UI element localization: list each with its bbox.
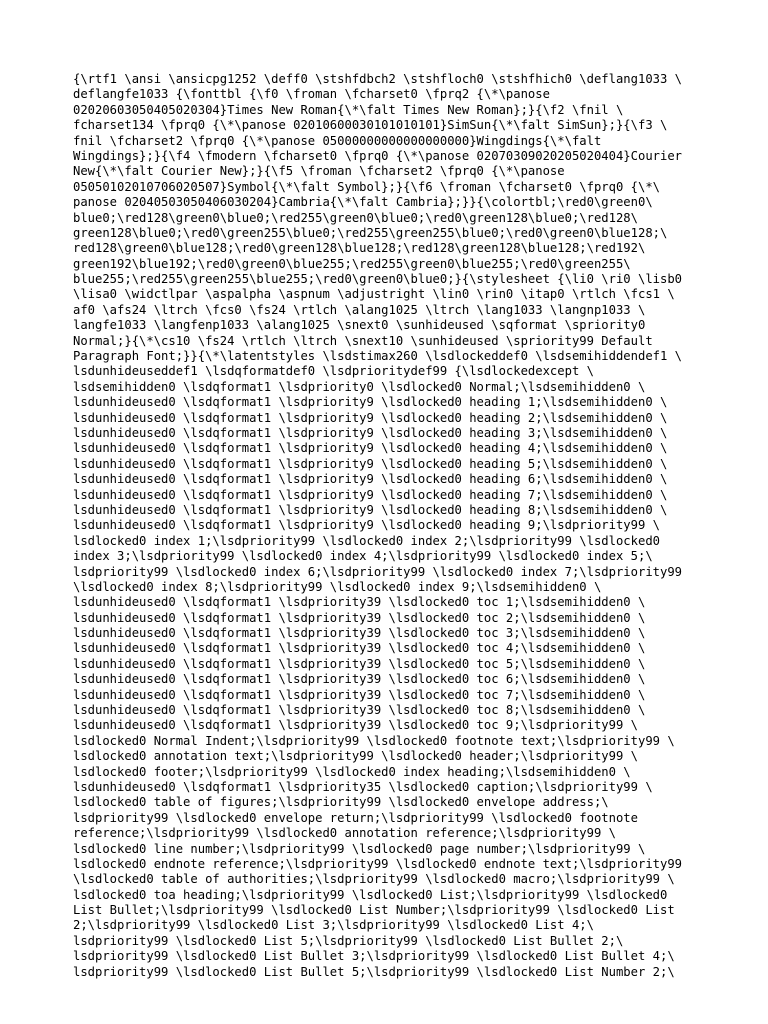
text-line: lsdunhideused0 \lsdqformat1 \lsdpriority9 \lsdlocked0 heading 7;\lsdsemihidden0 \ bbox=[73, 487, 668, 502]
text-line: green192\blue192;\red0\green0\blue255;\red255\green0\blue255;\red0\green255\ bbox=[73, 256, 631, 271]
text-line: lsdunhideused0 \lsdqformat1 \lsdpriority39 \lsdlocked0 toc 2;\lsdsemihidden0 \ bbox=[73, 610, 646, 625]
text-line: {\rtf1 \ansi \ansicpg1252 \deff0 \stshfdbch2 \stshfloch0 \stshfhich0 \deflang1033 \ bbox=[73, 72, 683, 86]
text-line: langfe1033 \langfenp1033 \alang1025 \snext0 \sunhideused \sqformat \spriority0 bbox=[73, 318, 646, 333]
rtf-source-text bbox=[73, 72, 713, 980]
text-line: lsdunhideused0 \lsdqformat1 \lsdpriority9 \lsdlocked0 heading 9;\lsdpriority99 \ bbox=[73, 518, 660, 533]
text-line: red128\green0\blue128;\red0\green128\blue128;\red128\green128\blue128;\red192\ bbox=[73, 241, 646, 256]
text-line: lsdunhideused0 \lsdqformat1 \lsdpriority39 \lsdlocked0 toc 4;\lsdsemihidden0 \ bbox=[73, 641, 646, 656]
text-line: lsdlocked0 toa heading;\lsdpriority99 \lsdlocked0 List;\lsdpriority99 \lsdlocked0 bbox=[73, 887, 668, 902]
text-line: lsdunhideused0 \lsdqformat1 \lsdpriority9 \lsdlocked0 heading 6;\lsdsemihidden0 \ bbox=[73, 472, 668, 487]
text-line: reference;\lsdpriority99 \lsdlocked0 annotation reference;\lsdpriority99 \ bbox=[73, 826, 616, 841]
text-line: blue0;\red128\green0\blue0;\red255\green0\blue0;\red0\green128\blue0;\red128\ bbox=[73, 210, 638, 225]
text-line: lsdunhideused0 \lsdqformat1 \lsdpriority39 \lsdlocked0 toc 9;\lsdpriority99 \ bbox=[73, 718, 638, 733]
text-line: 02020603050405020304}Times New Roman{\*\falt Times New Roman};}{\f2 \fnil \ bbox=[73, 102, 624, 117]
text-line: New{\*\falt Courier New};}{\f5 \froman \fcharset2 \fprq0 {\*\panose bbox=[73, 164, 565, 179]
text-line: panose 02040503050406030204}Cambria{\*\falt Cambria};}}{\colortbl;\red0\green0\ bbox=[73, 195, 653, 210]
text-line: 05050102010706020507}Symbol{\*\falt Symbol};}{\f6 \froman \fcharset0 \fprq0 {\*\ bbox=[73, 179, 660, 194]
text-line: List Bullet;\lsdpriority99 \lsdlocked0 List Number;\lsdpriority99 \lsdlocked0 List bbox=[73, 903, 675, 918]
text-line: lsdunhideused0 \lsdqformat1 \lsdpriority39 \lsdlocked0 toc 7;\lsdsemihidden0 \ bbox=[73, 687, 646, 702]
text-line: index 3;\lsdpriority99 \lsdlocked0 index 4;\lsdpriority99 \lsdlocked0 index 5;\ bbox=[73, 549, 653, 564]
text-line: green128\blue0;\red0\green255\blue0;\red255\green255\blue0;\red0\green0\blue128;\ bbox=[73, 225, 668, 240]
text-line: lsdunhideused0 \lsdqformat1 \lsdpriority9 \lsdlocked0 heading 3;\lsdsemihidden0 \ bbox=[73, 425, 668, 440]
text-line: lsdlocked0 endnote reference;\lsdpriority99 \lsdlocked0 endnote text;\lsdpriority99 bbox=[73, 856, 683, 871]
text-line: fnil \fcharset2 \fprq0 {\*\panose 05000000000000000000}Wingdings{\*\falt bbox=[73, 133, 602, 148]
text-line: Paragraph Font;}}{\*\latentstyles \lsdstimax260 \lsdlockeddef0 \lsdsemihiddendef1 \ bbox=[73, 349, 683, 364]
text-line: lsdpriority99 \lsdlocked0 List Bullet 3;\lsdpriority99 \lsdlocked0 List Bullet 4;\ bbox=[73, 949, 675, 964]
text-line: blue255;\red255\green255\blue255;\red0\green0\blue0;}{\stylesheet {\li0 \ri0 \lisb0 bbox=[73, 272, 683, 287]
text-line: lsdunhideused0 \lsdqformat1 \lsdpriority9 \lsdlocked0 heading 5;\lsdsemihidden0 \ bbox=[73, 456, 668, 471]
text-line: lsdlocked0 line number;\lsdpriority99 \lsdlocked0 page number;\lsdpriority99 \ bbox=[73, 841, 646, 856]
text-line: lsdunhideused0 \lsdqformat1 \lsdpriority39 \lsdlocked0 toc 8;\lsdsemihidden0 \ bbox=[73, 703, 646, 718]
text-line: deflangfe1033 {\fonttbl {\f0 \froman \fcharset0 \fprq2 {\*\panose bbox=[73, 87, 550, 102]
text-line: lsdlocked0 annotation text;\lsdpriority99 \lsdlocked0 header;\lsdpriority99 \ bbox=[73, 749, 638, 764]
text-line: \lsdlocked0 table of authorities;\lsdpriority99 \lsdlocked0 macro;\lsdpriority99 \ bbox=[73, 872, 675, 887]
text-line: lsdunhideused0 \lsdqformat1 \lsdpriority9 \lsdlocked0 heading 4;\lsdsemihidden0 \ bbox=[73, 441, 668, 456]
text-line: fcharset134 \fprq0 {\*\panose 02010600030101010101}SimSun{\*\falt SimSun};}{\f3 \ bbox=[73, 118, 668, 133]
text-line: lsdsemihidden0 \lsdqformat1 \lsdpriority0 \lsdlocked0 Normal;\lsdsemihidden0 \ bbox=[73, 379, 646, 394]
text-line: lsdpriority99 \lsdlocked0 index 6;\lsdpriority99 \lsdlocked0 index 7;\lsdpriority99 bbox=[73, 564, 683, 579]
text-line: lsdunhideused0 \lsdqformat1 \lsdpriority39 \lsdlocked0 toc 1;\lsdsemihidden0 \ bbox=[73, 595, 646, 610]
text-line: lsdpriority99 \lsdlocked0 List 5;\lsdpriority99 \lsdlocked0 List Bullet 2;\ bbox=[73, 933, 624, 948]
text-line: lsdunhideused0 \lsdqformat1 \lsdpriority39 \lsdlocked0 toc 3;\lsdsemihidden0 \ bbox=[73, 626, 646, 641]
text-line: lsdpriority99 \lsdlocked0 List Bullet 5;\lsdpriority99 \lsdlocked0 List Number 2;\ bbox=[73, 964, 675, 979]
text-line: Normal;}{\*\cs10 \fs24 \rtlch \ltrch \snext10 \sunhideused \spriority99 Default bbox=[73, 333, 653, 348]
text-line: lsdunhideuseddef1 \lsdqformatdef0 \lsdprioritydef99 {\lsdlockedexcept \ bbox=[73, 364, 594, 379]
text-line: lsdunhideused0 \lsdqformat1 \lsdpriority39 \lsdlocked0 toc 5;\lsdsemihidden0 \ bbox=[73, 656, 646, 671]
text-line: lsdunhideused0 \lsdqformat1 \lsdpriority39 \lsdlocked0 toc 6;\lsdsemihidden0 \ bbox=[73, 672, 646, 687]
text-line: lsdlocked0 table of figures;\lsdpriority99 \lsdlocked0 envelope address;\ bbox=[73, 795, 609, 810]
text-line: lsdunhideused0 \lsdqformat1 \lsdpriority35 \lsdlocked0 caption;\lsdpriority99 \ bbox=[73, 779, 653, 794]
text-line: lsdunhideused0 \lsdqformat1 \lsdpriority9 \lsdlocked0 heading 2;\lsdsemihidden0 \ bbox=[73, 410, 668, 425]
text-line: \lisa0 \widctlpar \aspalpha \aspnum \adjustright \lin0 \rin0 \itap0 \rtlch \fcs1 \ bbox=[73, 287, 675, 302]
text-line: lsdunhideused0 \lsdqformat1 \lsdpriority9 \lsdlocked0 heading 8;\lsdsemihidden0 \ bbox=[73, 502, 668, 517]
text-line: lsdunhideused0 \lsdqformat1 \lsdpriority9 \lsdlocked0 heading 1;\lsdsemihidden0 \ bbox=[73, 395, 668, 410]
text-line: af0 \afs24 \ltrch \fcs0 \fs24 \rtlch \alang1025 \ltrch \lang1033 \langnp1033 \ bbox=[73, 302, 646, 317]
text-line: \lsdlocked0 index 8;\lsdpriority99 \lsdlocked0 index 9;\lsdsemihidden0 \ bbox=[73, 579, 602, 594]
text-line: lsdlocked0 footer;\lsdpriority99 \lsdlocked0 index heading;\lsdsemihidden0 \ bbox=[73, 764, 631, 779]
text-line: Wingdings};}{\f4 \fmodern \fcharset0 \fprq0 {\*\panose 02070309020205020404}Courier bbox=[73, 148, 683, 163]
text-line: lsdlocked0 Normal Indent;\lsdpriority99 \lsdlocked0 footnote text;\lsdpriority99 \ bbox=[73, 733, 675, 748]
text-line: lsdlocked0 index 1;\lsdpriority99 \lsdlocked0 index 2;\lsdpriority99 \lsdlocked0 bbox=[73, 533, 660, 548]
text-line: 2;\lsdpriority99 \lsdlocked0 List 3;\lsdpriority99 \lsdlocked0 List 4;\ bbox=[73, 918, 594, 933]
text-line: lsdpriority99 \lsdlocked0 envelope return;\lsdpriority99 \lsdlocked0 footnote bbox=[73, 810, 638, 825]
